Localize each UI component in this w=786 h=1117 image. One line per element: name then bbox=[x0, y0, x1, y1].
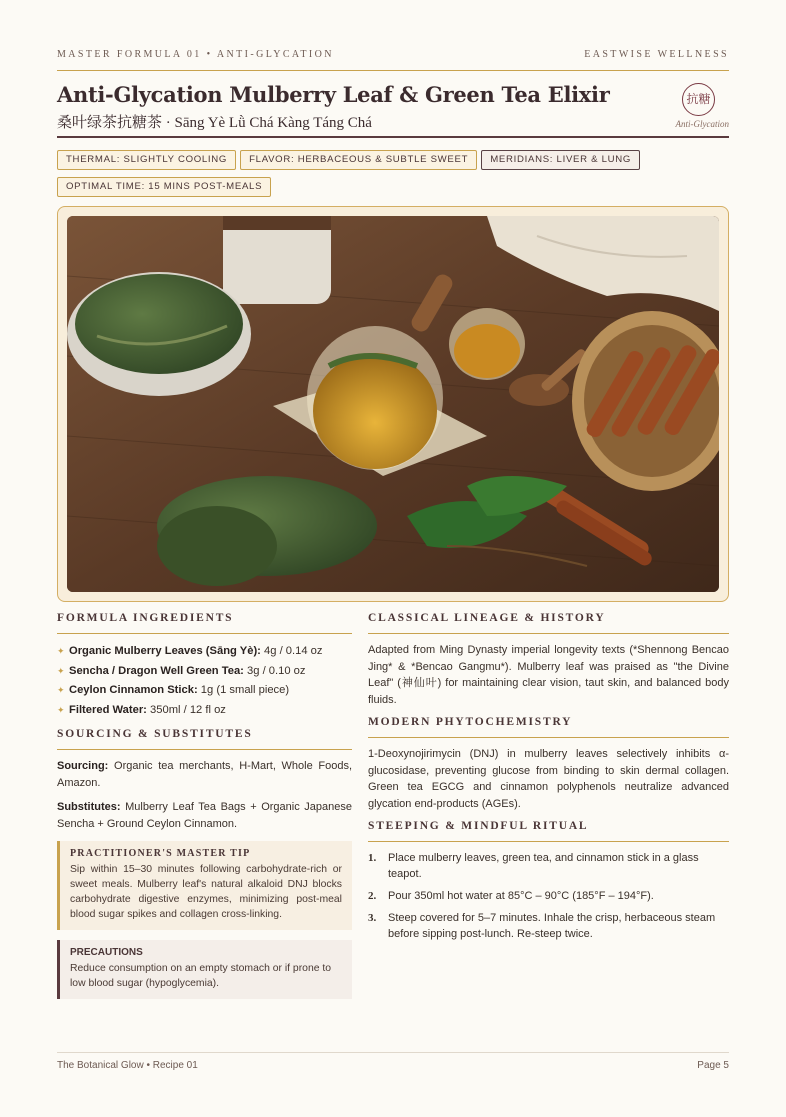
page-title: Anti-Glycation Mulberry Leaf & Green Tea Elixir bbox=[57, 82, 610, 107]
tag-meridians: MERIDIANS: LIVER & LUNG bbox=[481, 150, 640, 170]
phytochemistry-heading: MODERN PHYTOCHEMISTRY bbox=[368, 716, 729, 738]
precautions-heading: PRECAUTIONS bbox=[70, 947, 143, 958]
tip-heading: PRACTITIONER'S MASTER TIP bbox=[70, 848, 251, 859]
bullet-diamond-icon: ✦ bbox=[57, 646, 65, 656]
tea-still-life-illustration bbox=[67, 216, 719, 592]
ingredient-name: Filtered Water: bbox=[69, 703, 147, 716]
precautions-text: Reduce consumption on an empty stomach or if prone to low blood sugar (hypoglycemia). bbox=[70, 963, 332, 989]
list-item bbox=[57, 701, 352, 721]
footer-divider bbox=[57, 1052, 729, 1053]
running-header bbox=[57, 49, 729, 71]
sourcing-heading: SOURCING & SUBSTITUTES bbox=[57, 728, 352, 750]
sourcing-paragraph bbox=[57, 758, 352, 791]
sourcing-label: Sourcing: bbox=[57, 760, 109, 772]
ingredient-qty: 4g / 0.14 oz bbox=[264, 645, 323, 657]
title-divider bbox=[57, 136, 729, 138]
tag-list bbox=[57, 149, 677, 203]
ingredient-qty: 1g (1 small piece) bbox=[200, 684, 290, 696]
step-text: Pour 350ml hot water at 85°C – 90°C (185°F – 194°F). bbox=[388, 890, 654, 902]
footer-book-title: The Botanical Glow • Recipe 01 bbox=[57, 1060, 198, 1071]
tag-optimal-time: OPTIMAL TIME: 15 MINS POST-MEALS bbox=[57, 177, 271, 197]
list-item bbox=[368, 850, 729, 882]
tip-text: Sip within 15–30 minutes following carbohydrate-rich or sweet meals. Mulberry leaf's natural alkaloid DNJ blocks carbohydrate digestive enzymes, minimizing post-meal blood sugar spikes and collagen cross-linking. bbox=[70, 864, 342, 920]
hero-image-frame bbox=[57, 206, 729, 602]
practitioner-tip-box bbox=[57, 841, 352, 930]
ingredient-qty: 3g / 0.10 oz bbox=[247, 664, 306, 677]
tag-flavor: FLAVOR: HERBACEOUS & SUBTLE SWEET bbox=[240, 150, 477, 170]
ritual-steps bbox=[368, 850, 729, 942]
substitutes-label: Substitutes: bbox=[57, 801, 121, 813]
step-text: Steep covered for 5–7 minutes. Inhale the crisp, herbaceous steam before sipping post-lunch. Re-steep twice. bbox=[388, 912, 716, 940]
list-item bbox=[368, 888, 729, 904]
precautions-box bbox=[57, 940, 352, 999]
ingredient-name: Ceylon Cinnamon Stick: bbox=[69, 684, 198, 696]
seal-label: Anti-Glycation bbox=[675, 119, 729, 129]
right-column bbox=[368, 612, 729, 948]
left-column bbox=[57, 612, 352, 999]
ingredient-list bbox=[57, 642, 352, 720]
ritual-heading: STEEPING & MINDFUL RITUAL bbox=[368, 820, 729, 842]
step-text: Place mulberry leaves, green tea, and cinnamon stick in a glass teapot. bbox=[388, 852, 699, 880]
ingredient-name: Sencha / Dragon Well Green Tea: bbox=[69, 664, 244, 677]
bullet-diamond-icon: ✦ bbox=[57, 665, 65, 676]
seal-stamp-icon: 抗糖 bbox=[682, 83, 715, 116]
substitutes-paragraph bbox=[57, 799, 352, 832]
header-series: MASTER FORMULA 01 • ANTI-GLYCATION bbox=[57, 49, 334, 60]
list-item bbox=[57, 681, 352, 701]
substitutes-text: Mulberry Leaf Tea Bags + Organic Japanese Sencha + Ground Ceylon Cinnamon. bbox=[57, 801, 352, 830]
hero-photo bbox=[67, 216, 719, 592]
sourcing-text: Organic tea merchants, H-Mart, Whole Foods, Amazon. bbox=[57, 760, 353, 789]
step-number: 3. bbox=[368, 912, 377, 924]
list-item bbox=[368, 910, 729, 942]
bullet-diamond-icon: ✦ bbox=[57, 704, 65, 715]
list-item bbox=[57, 642, 352, 662]
page-number: Page 5 bbox=[697, 1060, 729, 1071]
lineage-text: Adapted from Ming Dynasty imperial longevity texts (*Shennong Bencao Jing* & *Bencao Gangmu*). Mulberry leaf was praised as "the Divine Leaf" (神仙叶) for maintaining clear vision, taut skin, and balanced body fluids. bbox=[368, 644, 729, 706]
bullet-diamond-icon: ✦ bbox=[57, 685, 65, 695]
ingredients-heading: FORMULA INGREDIENTS bbox=[57, 612, 352, 634]
step-number: 2. bbox=[368, 890, 377, 902]
ingredient-name: Organic Mulberry Leaves (Sāng Yè): bbox=[69, 645, 261, 657]
lineage-heading: CLASSICAL LINEAGE & HISTORY bbox=[368, 612, 729, 634]
phytochemistry-text: 1-Deoxynojirimycin (DNJ) in mulberry leaves selectively inhibits α-glucosidase, preventing glucose from binding to skin dermal collagen. Green tea EGCG and cinnamon polyphenols neutralize advanced glycation end-products (AGEs). bbox=[368, 748, 729, 810]
ingredient-qty: 350ml / 12 fl oz bbox=[150, 703, 226, 716]
page bbox=[57, 0, 729, 1117]
header-brand: EASTWISE WELLNESS bbox=[584, 49, 729, 60]
page-subtitle: 桑叶绿茶抗糖茶 · Sāng Yè Lǜ Chá Kàng Táng Chá bbox=[57, 115, 372, 131]
step-number: 1. bbox=[368, 852, 377, 864]
list-item bbox=[57, 662, 352, 682]
tag-thermal: THERMAL: SLIGHTLY COOLING bbox=[57, 150, 236, 170]
